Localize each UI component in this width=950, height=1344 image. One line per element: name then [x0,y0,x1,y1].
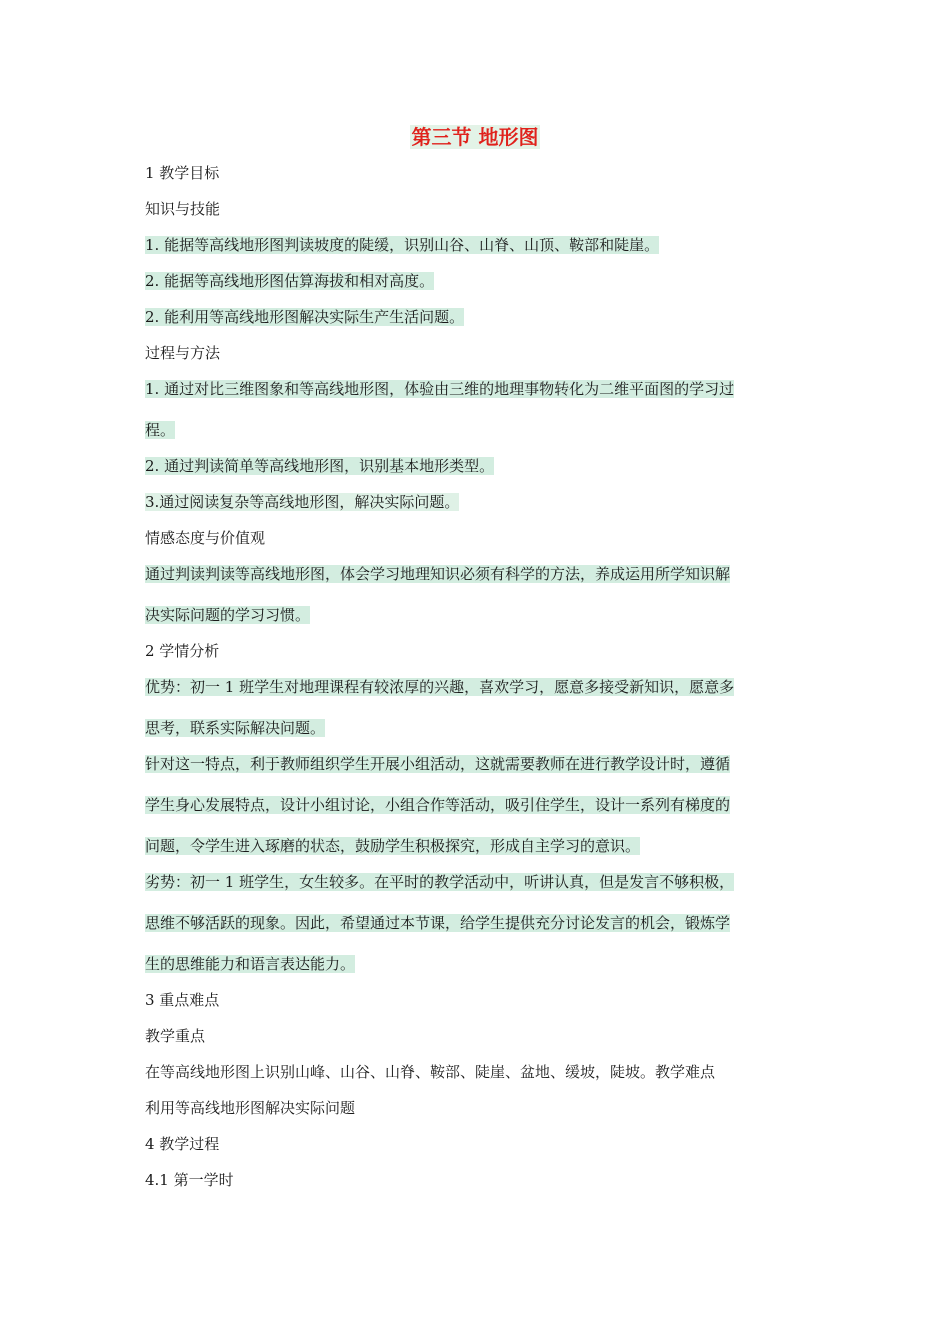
analysis-line: 劣势：初一 1 班学生，女生较多。在平时的教学活动中，听讲认真，但是发言不够积极， [145,873,735,891]
key-point-line: 在等高线地形图上识别山峰、山谷、山脊、鞍部、陡崖、盆地、缓坡，陡坡。教学难点 [145,1063,716,1081]
subheading-attitudes-values: 情感态度与价值观 [145,529,266,547]
process-line: 3.通过阅读复杂等高线地形图，解决实际问题。 [145,493,460,511]
title-text: 第三节 地形图 [411,125,539,149]
analysis-line: 优势：初一 1 班学生对地理课程有较浓厚的兴趣，喜欢学习，愿意多接受新知识，愿意多 [145,678,735,696]
analysis-line: 问题，令学生进入琢磨的状态，鼓励学生积极探究，形成自主学习的意识。 [145,837,641,855]
objective-line: 2. 能据等高线地形图估算海拔和相对高度。 [145,272,435,290]
difficulty-line: 利用等高线地形图解决实际问题 [145,1099,356,1117]
objective-line: 2. 能利用等高线地形图解决实际生产生活问题。 [145,308,465,326]
document-title [0,122,950,152]
subheading-key-point: 教学重点 [145,1027,206,1045]
section-heading-key-points: 3 重点难点 [145,991,220,1009]
analysis-line: 思考，联系实际解决问题。 [145,719,326,737]
subsection-heading-lesson-1: 4.1 第一学时 [145,1171,234,1189]
attitudes-line: 决实际问题的学习习惯。 [145,606,311,624]
analysis-line: 针对这一特点，利于教师组织学生开展小组活动，这就需要教师在进行教学设计时，遵循 [145,755,731,773]
objective-line: 1. 能据等高线地形图判读坡度的陡缓，识别山谷、山脊、山顶、鞍部和陡崖。 [145,236,660,254]
section-heading-analysis: 2 学情分析 [145,642,220,660]
attitudes-line: 通过判读判读等高线地形图，体会学习地理知识必须有科学的方法，养成运用所学知识解 [145,565,731,583]
process-line: 程。 [145,421,176,439]
process-line: 2. 通过判读简单等高线地形图，识别基本地形类型。 [145,457,495,475]
process-line: 1. 通过对比三维图象和等高线地形图，体验由三维的地理事物转化为二维平面图的学习过 [145,380,735,398]
analysis-line: 学生身心发展特点，设计小组讨论，小组合作等活动，吸引住学生，设计一系列有梯度的 [145,796,731,814]
analysis-line: 思维不够活跃的现象。因此，希望通过本节课，给学生提供充分讨论发言的机会，锻炼学 [145,914,731,932]
subheading-knowledge-skills: 知识与技能 [145,200,221,218]
subheading-process-methods: 过程与方法 [145,344,221,362]
analysis-line: 生的思维能力和语言表达能力。 [145,955,356,973]
section-heading-objectives: 1 教学目标 [145,164,220,182]
section-heading-process: 4 教学过程 [145,1135,220,1153]
